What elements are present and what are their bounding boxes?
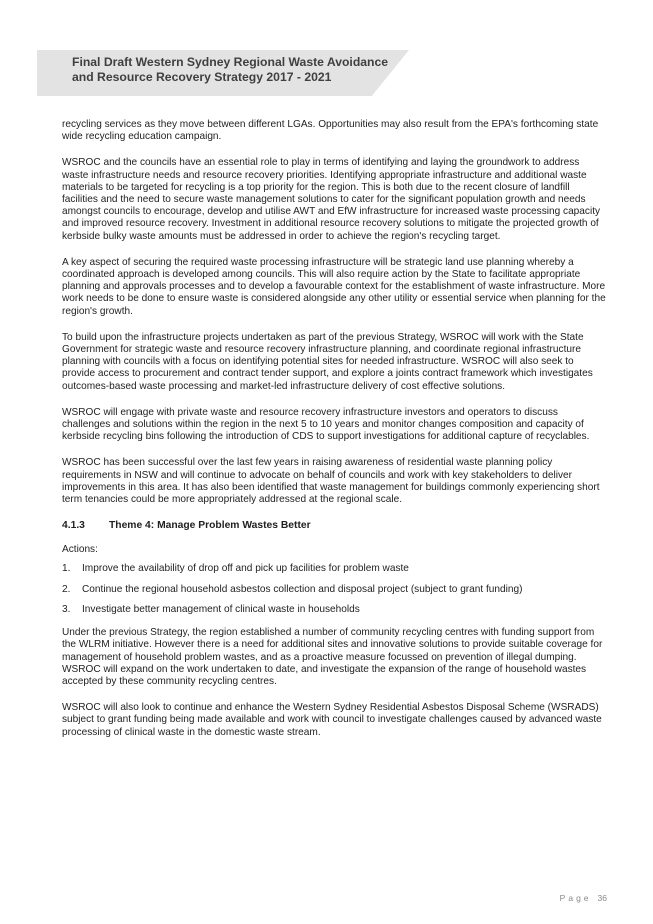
list-item-text: Investigate better management of clinical waste in households: [82, 603, 360, 615]
section-number: 4.1.3: [62, 520, 85, 532]
page-number: 36: [597, 893, 607, 903]
document-title: [72, 55, 402, 84]
list-item-text: Continue the regional household asbestos collection and disposal project (subject to grant funding): [82, 583, 523, 595]
page-footer: [560, 893, 607, 903]
section-heading: [62, 520, 607, 532]
paragraph: WSROC has been successful over the last few years in raising awareness of residential waste planning policy requirements in NSW and will continue to advocate on behalf of councils and work with key stakeholders to deliver improvements in this area. It has also been identified that waste management for buildings commonly experiencing short term tenancies could be more appropriately addressed at the regional scale.: [62, 457, 600, 506]
list-item-number: 2.: [62, 583, 71, 595]
action-list: [62, 563, 607, 616]
actions-label: Actions:: [62, 544, 98, 556]
paragraph: WSROC will also look to continue and enhance the Western Sydney Residential Asbestos Disposal Scheme (WSRADS) subject to grant funding being made available and work with council to investigate challenges caused by advanced waste processing of clinical waste in the domestic waste stream.: [62, 702, 602, 738]
list-item: [62, 604, 607, 616]
list-item: [62, 563, 607, 575]
list-item: [62, 584, 607, 596]
paragraph: WSROC and the councils have an essential role to play in terms of identifying and laying the groundwork to address waste infrastructure needs and resource recovery priorities. Identifying appropriate infrastructure and additional waste materials to be targeted for recycling is a top priority for the region. This is both due to the recent closure of landfill facilities and the need to secure waste management solutions to cater for the significant population growth and needs amongst councils to encourage, develop and utilise AWT and EfW infrastructure for increased waste processing capacity and improved resource recovery. Investment in additional resource recovery solutions to mitigate the projected growth of kerbside bulky waste amounts must be addressed in order to achieve the region's recycling target.: [62, 157, 601, 242]
document-title-line-1: Final Draft Western Sydney Regional Waste Avoidance: [72, 55, 389, 69]
page-content: [62, 119, 607, 753]
list-item-text: Improve the availability of drop off and pick up facilities for problem waste: [82, 563, 409, 575]
paragraph: Under the previous Strategy, the region established a number of community recycling centres with funding support from the WLRM initiative. However there is a need for additional sites and innovative solutions to provide suitable coverage for management of household problem wastes, and as a proactive measure focussed on prevention of illegal dumping. WSROC will expand on the work undertaken to date, and investigate the expansion of the range of household wastes accepted by these community recycling centres.: [62, 627, 603, 687]
paragraph: A key aspect of securing the required waste processing infrastructure will be strategic land use planning whereby a coordinated approach is developed among councils. This will also require action by the State to facilitate appropriate planning and approvals processes and to develop a favourable context for the establishment of waste infrastructure. More work needs to be done to ensure waste is considered alongside any other utility or essential service when planning for the region's growth.: [62, 256, 606, 317]
list-item-number: 3.: [62, 603, 71, 615]
paragraph: recycling services as they move between different LGAs. Opportunities may also result from the EPA's forthcoming state wide recycling education campaign.: [62, 119, 599, 143]
paragraph: WSROC will engage with private waste and resource recovery infrastructure investors and operators to discuss challenges and solutions within the region in the next 5 to 10 years and monitor changes composition and capacity of kerbside recycling bins following the introduction of CDS to support investigations for additional capture of recyclables.: [62, 406, 590, 443]
paragraph: To build upon the infrastructure projects undertaken as part of the previous Strategy, WSROC will work with the State Government for strategic waste and resource recovery infrastructure planning, and coordinate regional infrastructure planning with councils with a focus on identifying potential sites for needed infrastructure. WSROC will also seek to provide access to procurement and contract tender support, and explore a joints contract framework which investigates outcomes-based waste processing and market-led infrastructure delivery of cost effective solutions.: [62, 331, 593, 392]
document-title-line-2: and Resource Recovery Strategy 2017 - 2021: [72, 69, 332, 84]
section-title: Theme 4: Manage Problem Wastes Better: [109, 520, 311, 532]
list-item-number: 1.: [62, 563, 71, 575]
page-label: Page: [559, 893, 592, 903]
